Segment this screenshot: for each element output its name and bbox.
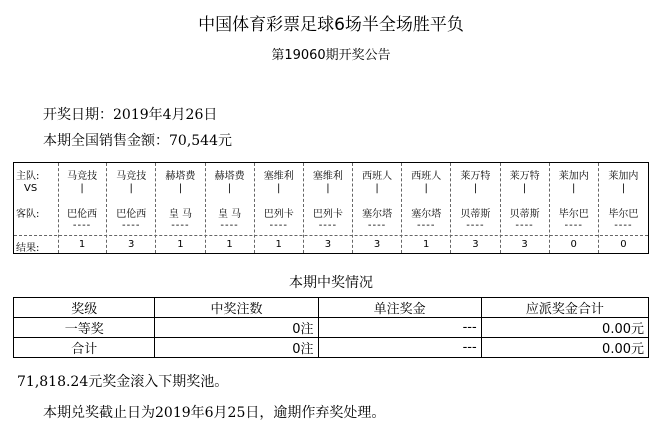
match-column [304, 163, 353, 253]
prize-total: 0.00元 [481, 318, 648, 338]
dash-separator: ---- [614, 220, 633, 231]
dash-separator: ---- [318, 220, 338, 231]
home-team: 西班人 [411, 171, 442, 182]
match-column [550, 163, 599, 253]
vs-separator: | [572, 183, 576, 194]
dash-separator: ---- [72, 220, 92, 231]
match-column [501, 163, 550, 253]
prize-header-row [14, 298, 649, 318]
home-team: 莱万特 [460, 171, 491, 182]
match-column [599, 163, 648, 253]
prize-level: 合计 [14, 338, 155, 358]
prize-row-total [14, 338, 649, 358]
home-team: 莱万特 [509, 171, 540, 182]
guest-team: 巴列卡 [263, 209, 294, 220]
draw-date: 开奖日期：2019年4月26日 [43, 107, 218, 123]
vs-separator: | [375, 183, 379, 194]
result-divider [14, 235, 648, 236]
match-result: 1 [177, 239, 184, 250]
vs-separator: | [129, 183, 133, 194]
match-result: 1 [423, 239, 430, 250]
match-column [206, 163, 255, 253]
guest-team: 巴伦西 [116, 209, 147, 220]
issue-subtitle: 第19060期开奖公告 [271, 48, 391, 63]
header-count: 中奖注数 [155, 298, 318, 318]
vs-separator: | [424, 183, 428, 194]
prize-single: --- [318, 338, 481, 358]
match-result: 3 [373, 239, 381, 250]
match-column [353, 163, 402, 253]
vs-separator: | [178, 183, 183, 194]
match-row-labels [14, 163, 59, 253]
dash-separator: ---- [417, 220, 436, 231]
match-table [13, 162, 649, 254]
deadline-note: 本期兑奖截止日为2019年6月25日，逾期作弃奖处理。 [43, 405, 386, 421]
match-result: 0 [620, 239, 627, 250]
prize-total: 0.00元 [481, 338, 648, 358]
header-single-prize: 单注奖金 [318, 298, 481, 318]
home-team: 莱加内 [558, 171, 589, 182]
page-title: 中国体育彩票足球6场半全场胜平负 [198, 15, 464, 35]
match-result: 3 [128, 239, 135, 250]
dash-separator: ---- [171, 220, 190, 231]
prize-level: 一等奖 [14, 318, 155, 338]
match-result: 1 [275, 239, 282, 250]
dash-separator: ---- [269, 220, 288, 231]
prize-count: 0注 [155, 338, 318, 358]
vs-separator: | [522, 183, 527, 194]
match-grid [58, 163, 648, 253]
sales-amount: 本期全国销售金额：70,544元 [43, 133, 232, 149]
guest-team: 皇 马 [168, 209, 192, 220]
home-team: 塞维利 [263, 171, 294, 182]
match-result: 1 [78, 239, 86, 250]
home-team: 西班人 [362, 171, 393, 182]
home-team: 马竞技 [67, 171, 98, 182]
header-total-prize: 应派奖金合计 [481, 298, 648, 318]
guest-team: 毕尔巴 [608, 209, 639, 220]
guest-team: 贝蒂斯 [509, 209, 540, 220]
home-team: 马竞技 [116, 171, 147, 182]
prize-title: 本期中奖情况 [289, 275, 373, 291]
dash-separator: ---- [515, 220, 534, 231]
dash-separator: ---- [564, 220, 583, 231]
home-label: 主队: [16, 171, 40, 182]
match-column [156, 163, 205, 253]
match-column [255, 163, 304, 253]
prize-row-first [14, 318, 649, 338]
match-column [107, 163, 156, 253]
guest-team: 塞尔塔 [362, 209, 393, 220]
guest-team: 巴列卡 [312, 209, 343, 220]
dash-separator: ---- [367, 220, 387, 231]
match-column [58, 163, 107, 253]
vs-separator: | [227, 183, 232, 194]
match-result: 3 [324, 239, 332, 250]
home-team: 赫塔费 [165, 171, 196, 182]
header-level: 奖级 [14, 298, 155, 318]
vs-separator: | [277, 183, 281, 194]
prize-count: 0注 [155, 318, 318, 338]
vs-separator: | [621, 183, 626, 194]
result-label: 结果: [16, 243, 40, 254]
match-result: 3 [472, 239, 479, 250]
guest-team: 巴伦西 [67, 209, 98, 220]
home-team: 莱加内 [608, 171, 639, 182]
match-column [451, 163, 500, 253]
match-result: 1 [226, 239, 233, 250]
vs-separator: | [80, 183, 84, 194]
guest-label: 客队: [16, 209, 40, 220]
guest-team: 塞尔塔 [411, 209, 442, 220]
match-result: 0 [570, 239, 577, 250]
match-result: 3 [521, 239, 528, 250]
vs-separator: | [473, 183, 478, 194]
rollover-note: 71,818.24元奖金滚入下期奖池。 [17, 374, 229, 390]
prize-table [13, 297, 649, 358]
prize-single: --- [318, 318, 481, 338]
vs-label: VS [24, 183, 38, 194]
guest-team: 贝蒂斯 [460, 209, 491, 220]
dash-separator: ---- [220, 220, 239, 231]
guest-team: 毕尔巴 [558, 209, 589, 220]
dash-separator: ---- [122, 220, 141, 231]
dash-separator: ---- [466, 220, 485, 231]
home-team: 塞维利 [312, 171, 343, 182]
match-column [402, 163, 451, 253]
vs-separator: | [326, 183, 330, 194]
home-team: 赫塔费 [214, 171, 245, 182]
guest-team: 皇 马 [217, 209, 242, 220]
